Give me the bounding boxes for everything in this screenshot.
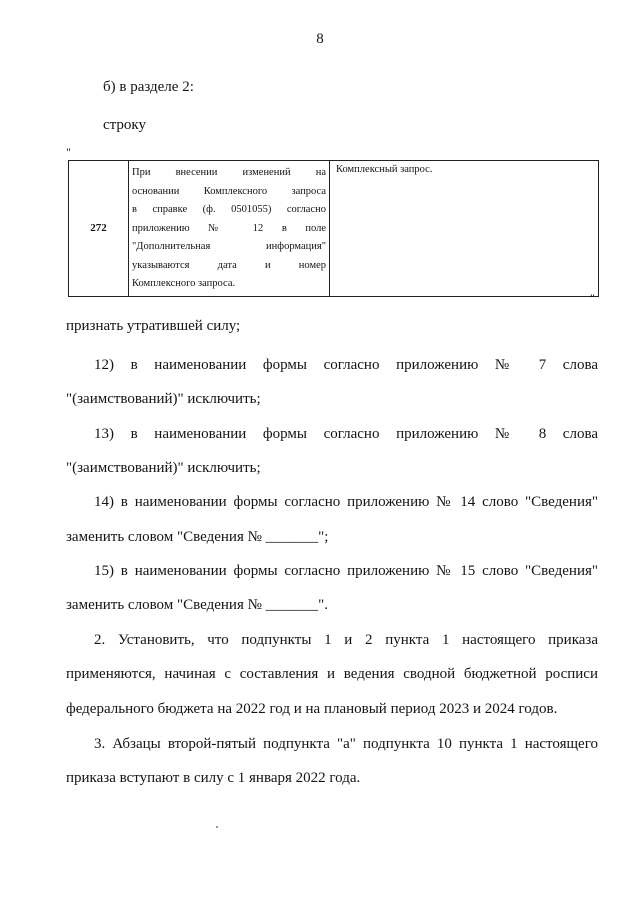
page-number: 8 (316, 31, 324, 47)
item-14-line1: 14) в наименовании формы согласно приложению № 14 слово "Сведения" (94, 494, 598, 510)
open-quote: " (66, 145, 71, 159)
scan-speck (216, 826, 218, 828)
close-quote: " (590, 291, 595, 305)
description-line: "Дополнительная информация" (132, 241, 326, 252)
row-number-cell: 272 (69, 161, 129, 297)
row-word: строку (103, 117, 146, 133)
description-line: в справке (ф. 0501055) согласно (132, 204, 326, 215)
item-15-line1: 15) в наименовании формы согласно приложению № 15 слово "Сведения" (94, 563, 598, 579)
item-13-line2: "(заимствований)" исключить; (66, 460, 261, 476)
description-line: При внесении изменений на (132, 167, 326, 178)
paragraph-2-line3: федерального бюджета на 2022 год и на плановый период 2023 и 2024 годов. (66, 701, 558, 717)
amended-row-table (68, 160, 599, 297)
description-line: приложению № 12 в поле (132, 222, 326, 234)
item-12-line1: 12) в наименовании формы согласно приложению № 7 слова (94, 357, 598, 373)
item-14-line2: заменить словом "Сведения № _______"; (66, 529, 329, 545)
paragraph-2-line1: 2. Установить, что подпункты 1 и 2 пункта 1 настоящего приказа (94, 632, 598, 648)
item-13-line1: 13) в наименовании формы согласно приложению № 8 слова (94, 426, 598, 442)
section-heading: б) в разделе 2: (103, 79, 194, 95)
paragraph-2-line2: применяются, начиная с составления и ведения сводной бюджетной росписи (66, 666, 598, 682)
description-line: основании Комплексного запроса (132, 185, 326, 197)
description-line: указываются дата и номер (132, 259, 326, 271)
table-row (69, 161, 599, 297)
invalidate-text: признать утратившей силу; (66, 318, 241, 334)
item-15-line2: заменить словом "Сведения № _______". (66, 597, 329, 613)
row-description-cell (129, 161, 330, 297)
item-12-line2: "(заимствований)" исключить; (66, 391, 261, 407)
paragraph-3-line2: приказа вступают в силу с 1 января 2022 года. (66, 770, 361, 786)
row-value-cell: Комплексный запрос. (330, 161, 599, 297)
description-line: Комплексного запроса. (132, 278, 236, 289)
paragraph-3-line1: 3. Абзацы второй-пятый подпункта "а" подпункта 10 пункта 1 настоящего (94, 736, 598, 752)
